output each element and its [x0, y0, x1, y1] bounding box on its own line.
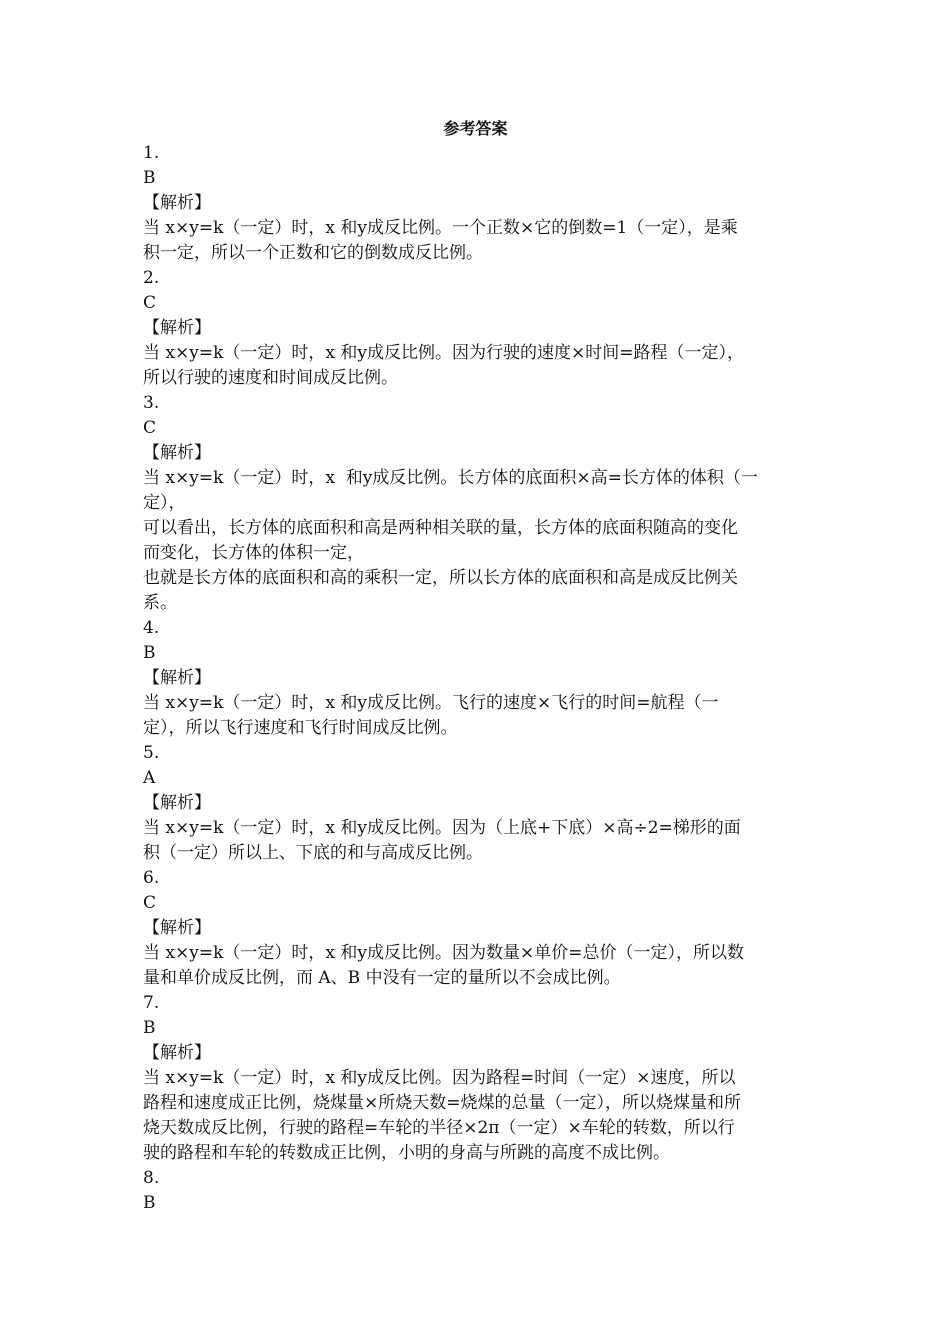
answer-letter: B — [143, 1193, 156, 1213]
analysis-line: 驶的路程和车轮的转数成正比例，小明的身高与所跳的高度不成比例。 — [143, 1143, 670, 1163]
analysis-line: 路程和速度成正比例，烧煤量×所烧天数=烧煤的总量（一定），所以烧煤量和所 — [143, 1093, 741, 1113]
answer-letter: C — [143, 893, 157, 913]
analysis-line: 当 x×y=k（一定）时，x 和y成反比例。因为（上底+下底）×高÷2=梯形的面 — [143, 818, 741, 838]
analysis-line: 积一定，所以一个正数和它的倒数成反比例。 — [143, 243, 483, 263]
analysis-line: 所以行驶的速度和时间成反比例。 — [143, 368, 398, 388]
answer-letter: B — [143, 1018, 156, 1038]
analysis-text — [143, 466, 808, 616]
answer-letter: C — [143, 293, 157, 313]
analysis-line: 烧天数成反比例，行驶的路程=车轮的半径×2π（一定）×车轮的转数，所以行 — [143, 1118, 735, 1138]
analysis-label: 【解析】 — [143, 1043, 211, 1063]
question-block — [143, 266, 808, 391]
analysis-text — [143, 216, 808, 266]
analysis-text — [143, 691, 808, 741]
analysis-line: 量和单价成反比例，而 A、B 中没有一定的量所以不会成比例。 — [143, 968, 621, 988]
question-number: 7. — [143, 993, 160, 1013]
analysis-text — [143, 341, 808, 391]
analysis-label: 【解析】 — [143, 918, 211, 938]
analysis-line: 当 x×y=k（一定）时，x 和y成反比例。因为行驶的速度×时间=路程（一定）， — [143, 343, 744, 363]
analysis-line: 也就是长方体的底面积和高的乘积一定，所以长方体的底面积和高是成反比例关 — [143, 568, 738, 588]
analysis-line: 当 x×y=k（一定）时，x 和y成反比例。因为数量×单价=总价（一定），所以数 — [143, 943, 744, 963]
answer-letter: C — [143, 418, 157, 438]
question-number: 8. — [143, 1168, 160, 1188]
analysis-line: 当 x×y=k（一定）时，x 和y成反比例。长方体的底面积×高=长方体的体积（一 — [143, 468, 758, 488]
question-number: 2. — [143, 268, 160, 288]
analysis-line: 系。 — [143, 593, 177, 613]
question-number: 1. — [143, 143, 160, 163]
question-number: 6. — [143, 868, 160, 888]
question-number: 5. — [143, 743, 160, 763]
analysis-label: 【解析】 — [143, 443, 211, 463]
answer-letter: A — [143, 768, 156, 788]
analysis-line: 当 x×y=k（一定）时，x 和y成反比例。飞行的速度×飞行的时间=航程（一 — [143, 693, 719, 713]
answer-letter: B — [143, 168, 156, 188]
question-block — [143, 616, 808, 741]
question-block — [143, 991, 808, 1166]
analysis-line: 积（一定）所以上、下底的和与高成反比例。 — [143, 843, 483, 863]
question-block — [143, 741, 808, 866]
answer-letter: B — [143, 643, 156, 663]
analysis-line: 可以看出，长方体的底面积和高是两种相关联的量，长方体的底面积随高的变化 — [143, 518, 738, 538]
analysis-label: 【解析】 — [143, 193, 211, 213]
analysis-line: 定）， — [143, 493, 186, 513]
analysis-label: 【解析】 — [143, 793, 211, 813]
analysis-line: 而变化，长方体的体积一定， — [143, 543, 364, 563]
analysis-label: 【解析】 — [143, 318, 211, 338]
question-block — [143, 866, 808, 991]
answer-document — [143, 116, 808, 1216]
page-title: 参考答案 — [443, 119, 508, 138]
question-block — [143, 391, 808, 616]
question-list — [143, 141, 808, 1216]
analysis-label: 【解析】 — [143, 668, 211, 688]
analysis-line: 定），所以飞行速度和飞行时间成反比例。 — [143, 718, 458, 738]
analysis-line: 当 x×y=k（一定）时，x 和y成反比例。一个正数×它的倒数=1（一定），是乘 — [143, 218, 738, 238]
analysis-text — [143, 941, 808, 991]
question-block — [143, 141, 808, 266]
question-block — [143, 1166, 808, 1216]
analysis-text — [143, 1066, 808, 1166]
question-number: 4. — [143, 618, 160, 638]
analysis-line: 当 x×y=k（一定）时，x 和y成反比例。因为路程=时间（一定）×速度，所以 — [143, 1068, 736, 1088]
analysis-text — [143, 816, 808, 866]
question-number: 3. — [143, 393, 160, 413]
